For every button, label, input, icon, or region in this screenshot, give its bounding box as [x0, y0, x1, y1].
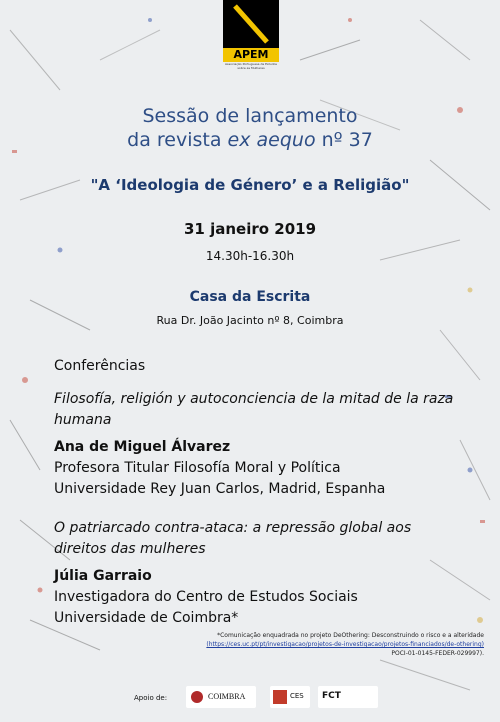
event-time: 14.30h-16.30h [205, 249, 295, 263]
heading-line2: da revista ex aequo nº 37 [127, 129, 373, 151]
journal-name: ex aequo [227, 129, 316, 151]
heading-line1: Sessão de lançamento [142, 105, 358, 127]
sponsor-ces-logo: CES [270, 686, 310, 708]
talk2-affiliation: Universidade de Coimbra* [54, 610, 239, 626]
talk2-speaker: Júlia Garraio [54, 568, 152, 584]
footnote-line1: *Comunicação enquadrada no projeto DeOthering: Desconstruindo o risco e a alteridade [217, 632, 484, 639]
talk1-affiliation: Universidade Rey Juan Carlos, Madrid, Espanha [54, 481, 386, 497]
talk2-title: O patriarcado contra-ataca: a repressão global aos direitos das mulheres [54, 520, 412, 557]
apem-logo [223, 0, 279, 72]
ces-icon [273, 690, 287, 704]
event-subtitle: "A ‘Ideologia de Género’ e a Religião" [90, 176, 410, 194]
coimbra-crest-icon [190, 688, 204, 706]
event-date: 31 janeiro 2019 [183, 220, 317, 238]
talk1-speaker: Ana de Miguel Álvarez [54, 439, 231, 455]
sponsor-coimbra-logo: COIMBRA [186, 686, 256, 708]
conferences-heading: Conferências [54, 358, 146, 374]
talk1-title: Filosofía, religión y autoconciencia de la mitad de la raza humana [54, 391, 454, 428]
event-venue: Casa da Escrita [189, 289, 311, 305]
logo-name: APEM [223, 48, 279, 62]
footnote-line3: POCI-01-0145-FEDER-029997). [391, 650, 484, 657]
event-address: Rua Dr. João Jacinto nº 8, Coimbra [156, 314, 344, 327]
talk2-role: Investigadora do Centro de Estudos Sociais [54, 589, 358, 605]
support-label: Apoio de: [134, 694, 168, 702]
logo-mark [223, 0, 279, 48]
logo-subtitle: Associação Portuguesa de Estudos sobre as Mulheres [224, 62, 277, 70]
sponsor-fct-logo: FCT [318, 686, 378, 708]
talk1-role: Profesora Titular Filosofía Moral y Política [54, 460, 341, 476]
footnote-link[interactable]: (https://ces.uc.pt/pt/investigacao/projetos-de-investigacao/projetos-financiados/de-othering) [206, 641, 484, 648]
